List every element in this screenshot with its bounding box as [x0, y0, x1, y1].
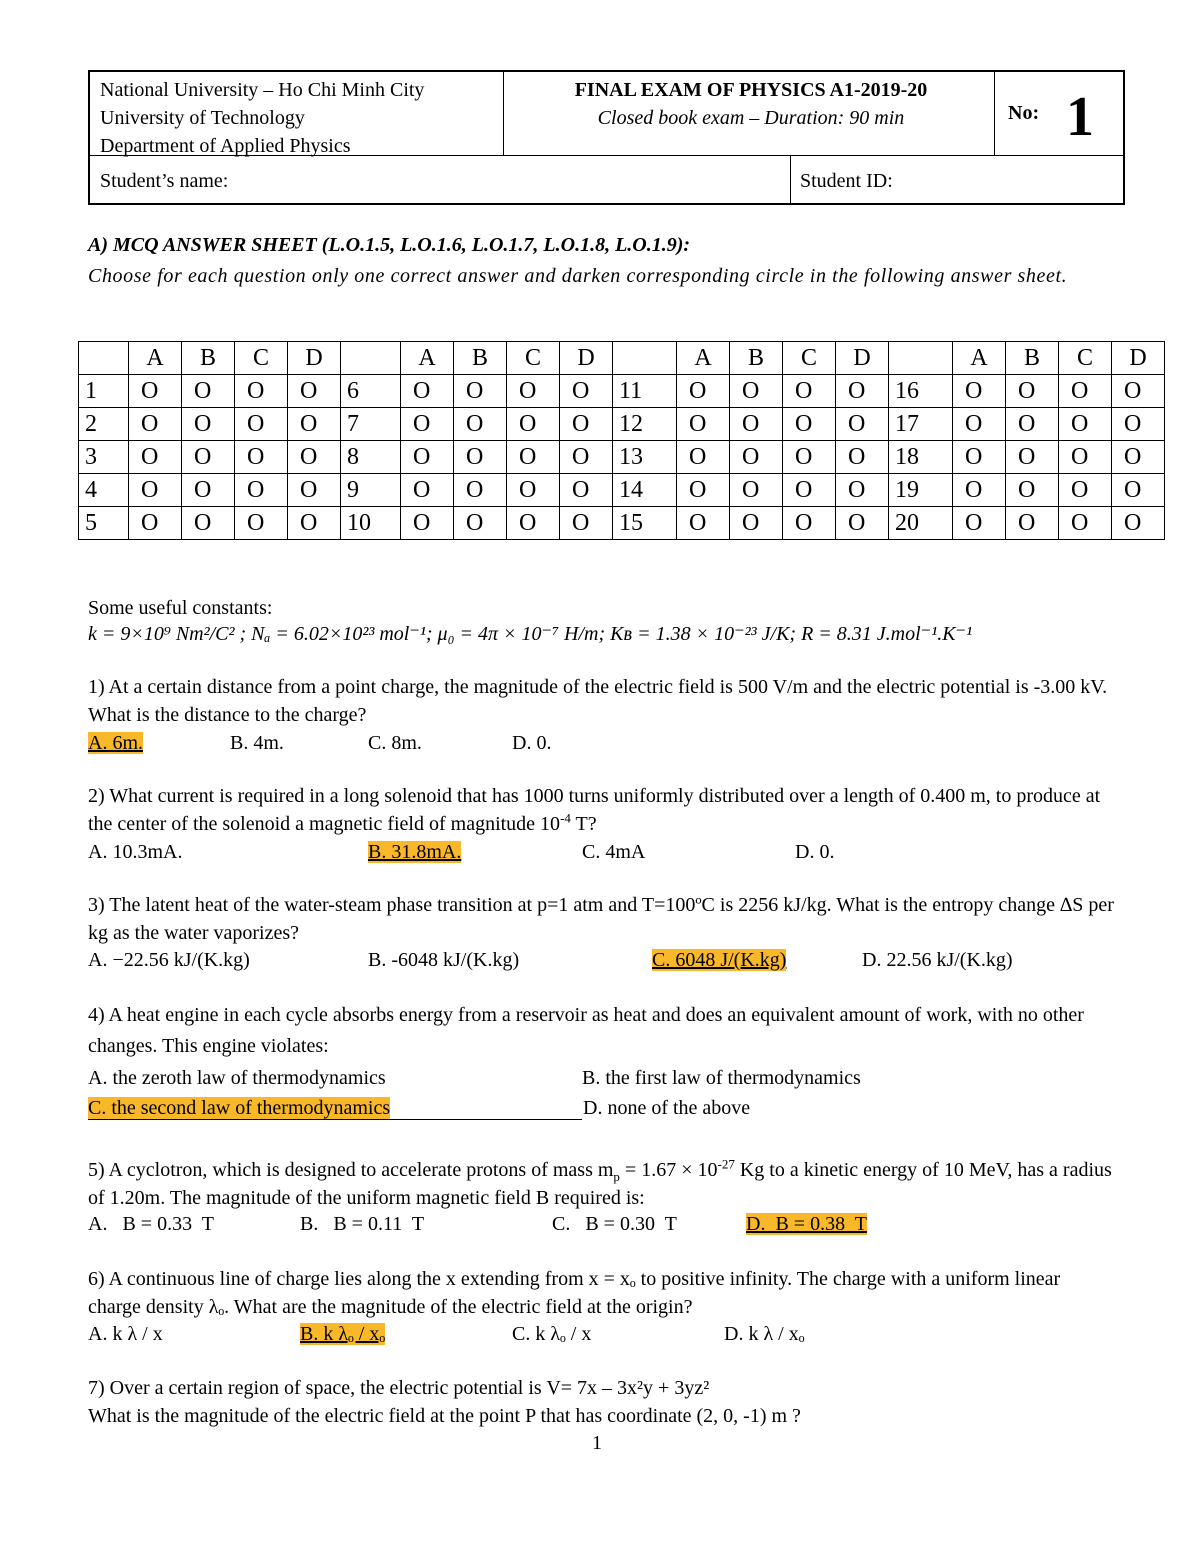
answer-circle-q16-b[interactable]: O — [1006, 375, 1059, 408]
question-7-text: 7) Over a certain region of space, the electric potential is V= 7x – 3x²y + 3yz² — [88, 1377, 710, 1399]
choice-header-d: D — [836, 342, 889, 375]
student-name-field[interactable]: Student’s name: — [100, 170, 229, 192]
answer-circle-q18-d[interactable]: O — [1112, 441, 1165, 474]
answer-circle-q9-d[interactable]: O — [560, 474, 613, 507]
answer-circle-q12-d[interactable]: O — [836, 408, 889, 441]
question-1-text: 1) At a certain distance from a point charge, the magnitude of the electric field is 500 V/m and the electric potential is -3.00 kV. What is the distance to the charge? — [88, 676, 1108, 726]
question-number-cell: 7 — [341, 408, 401, 441]
student-id-field[interactable]: Student ID: — [800, 170, 893, 192]
answer-circle-q1-a[interactable]: O — [129, 375, 182, 408]
q2-option-d[interactable]: D. 0. — [795, 841, 835, 863]
answer-circle-q11-c[interactable]: O — [783, 375, 836, 408]
exam-subtitle: Closed book exam – Duration: 90 min — [597, 107, 905, 129]
answer-circle-q8-a[interactable]: O — [401, 441, 454, 474]
choice-header-b: B — [454, 342, 507, 375]
choice-header-a: A — [953, 342, 1006, 375]
answer-circle-q14-b[interactable]: O — [730, 474, 783, 507]
q5-option-a[interactable]: A. B = 0.33 T — [88, 1213, 214, 1235]
answer-circle-q1-d[interactable]: O — [288, 375, 341, 408]
choice-header-a: A — [129, 342, 182, 375]
q5-option-d[interactable] — [746, 1210, 867, 1238]
question-number-cell: 6 — [341, 375, 401, 408]
answer-circle-q3-b[interactable]: O — [182, 441, 235, 474]
q2-option-b-label: B. 31.8mA. — [368, 841, 462, 863]
q1-option-d[interactable]: D. 0. — [512, 732, 552, 754]
constants-line: k = 9×10⁹ Nm²/C² ; Nₐ = 6.02×10²³ mol⁻¹; μ₀ = 4π × 10⁻⁷ H/m; Kʙ = 1.38 × 10⁻²³ J/K; R = 8.31 J.mol⁻¹.K⁻¹ — [88, 623, 973, 645]
answer-circle-q7-b[interactable]: O — [454, 408, 507, 441]
q4-option-c-label: C. the second law of thermodynamics — [88, 1097, 391, 1119]
question-number-cell: 4 — [79, 474, 129, 507]
q6-option-b-label: B. k λₒ / xₒ — [300, 1323, 386, 1345]
answer-circle-q17-c[interactable]: O — [1059, 408, 1112, 441]
answer-circle-q16-c[interactable]: O — [1059, 375, 1112, 408]
answer-sheet-corner-cell — [341, 342, 401, 375]
q2-text-post: T? — [570, 813, 597, 835]
answer-circle-q4-a[interactable]: O — [129, 474, 182, 507]
answer-circle-q17-b[interactable]: O — [1006, 408, 1059, 441]
q4-option-a[interactable]: A. the zeroth law of thermodynamics — [88, 1067, 386, 1089]
answer-circle-q17-a[interactable]: O — [953, 408, 1006, 441]
answer-circle-q6-c[interactable]: O — [507, 375, 560, 408]
answer-circle-q19-d[interactable]: O — [1112, 474, 1165, 507]
answer-sheet-corner-cell — [889, 342, 953, 375]
answer-circle-q20-d[interactable]: O — [1112, 507, 1165, 540]
q3-option-c[interactable] — [652, 946, 786, 974]
answer-circle-q4-c[interactable]: O — [235, 474, 288, 507]
mcq-instruction: Choose for each question only one correct answer and darken corresponding circle in the following answer sheet. — [88, 265, 1068, 287]
answer-circle-q12-b[interactable]: O — [730, 408, 783, 441]
answer-sheet-corner-cell — [613, 342, 677, 375]
header-divider — [790, 155, 791, 203]
exam-header — [88, 70, 1125, 205]
q3-option-d[interactable]: D. 22.56 kJ/(K.kg) — [862, 949, 1013, 971]
answer-circle-q2-c[interactable]: O — [235, 408, 288, 441]
answer-circle-q16-a[interactable]: O — [953, 375, 1006, 408]
answer-circle-q7-c[interactable]: O — [507, 408, 560, 441]
question-number-cell: 9 — [341, 474, 401, 507]
answer-sheet-corner-cell — [79, 342, 129, 375]
exam-number-label: No: — [1008, 102, 1040, 124]
question-number-cell: 3 — [79, 441, 129, 474]
answer-circle-q2-b[interactable]: O — [182, 408, 235, 441]
answer-sheet-header-row — [79, 342, 1165, 375]
question-7-subtext: What is the magnitude of the electric field at the point P that has coordinate (2, 0, -1) m ? — [88, 1405, 801, 1427]
answer-circle-q14-a[interactable]: O — [677, 474, 730, 507]
university-line: University of Technology — [100, 107, 305, 129]
question-number-cell: 20 — [889, 507, 953, 540]
q6-option-c[interactable]: C. k λₒ / x — [512, 1323, 592, 1345]
q2-option-a[interactable]: A. 10.3mA. — [88, 841, 183, 863]
q5-text-post: Kg to a kinetic energy of 10 MeV, has a radius of 1.20m. The magnitude of the uniform magnetic field B required is: — [88, 1159, 1112, 1209]
q3-option-a[interactable]: A. −22.56 kJ/(K.kg) — [88, 949, 250, 971]
answer-circle-q3-a[interactable]: O — [129, 441, 182, 474]
exam-number-value: 1 — [1066, 86, 1094, 148]
choice-header-b: B — [1006, 342, 1059, 375]
university-info — [100, 76, 424, 160]
q2-text-pre: 2) What current is required in a long solenoid that has 1000 turns uniformly distributed over a length of 0.400 m, to produce at the center of the solenoid a magnetic field of magnitude 10 — [88, 785, 1101, 835]
answer-circle-q3-c[interactable]: O — [235, 441, 288, 474]
answer-circle-q10-d[interactable]: O — [560, 507, 613, 540]
answer-circle-q17-d[interactable]: O — [1112, 408, 1165, 441]
answer-circle-q19-b[interactable]: O — [1006, 474, 1059, 507]
question-number-cell: 18 — [889, 441, 953, 474]
q3-option-b[interactable]: B. -6048 kJ/(K.kg) — [368, 949, 520, 971]
answer-circle-q14-d[interactable]: O — [836, 474, 889, 507]
answer-circle-q18-c[interactable]: O — [1059, 441, 1112, 474]
choice-header-c: C — [235, 342, 288, 375]
q1-option-b[interactable]: B. 4m. — [230, 732, 284, 754]
choice-header-a: A — [401, 342, 454, 375]
answer-circle-q19-a[interactable]: O — [953, 474, 1006, 507]
answer-circle-q6-b[interactable]: O — [454, 375, 507, 408]
q5-option-b[interactable]: B. B = 0.11 T — [300, 1213, 425, 1235]
answer-circle-q9-a[interactable]: O — [401, 474, 454, 507]
question-number-cell: 14 — [613, 474, 677, 507]
answer-circle-q2-a[interactable]: O — [129, 408, 182, 441]
question-5-text — [88, 1156, 1118, 1212]
question-number-cell: 2 — [79, 408, 129, 441]
answer-circle-q10-c[interactable]: O — [507, 507, 560, 540]
q1-option-c[interactable]: C. 8m. — [368, 732, 422, 754]
q5-exponent: -27 — [717, 1156, 735, 1172]
q4-option-b[interactable]: B. the first law of thermodynamics — [582, 1067, 861, 1089]
choice-header-d: D — [1112, 342, 1165, 375]
question-6-text: 6) A continuous line of charge lies along the x extending from x = xₒ to positive infinity. The charge with a uniform linear charge density λₒ. What are the magnitude of the electric field at the origin? — [88, 1268, 1061, 1318]
answer-circle-q13-c[interactable]: O — [783, 441, 836, 474]
q6-option-a[interactable]: A. k λ / x — [88, 1323, 163, 1345]
choice-header-d: D — [560, 342, 613, 375]
answer-circle-q9-c[interactable]: O — [507, 474, 560, 507]
q6-option-d[interactable]: D. k λ / xₒ — [724, 1323, 805, 1345]
header-divider — [503, 72, 504, 155]
answer-circle-q13-d[interactable]: O — [836, 441, 889, 474]
answer-circle-q5-a[interactable]: O — [129, 507, 182, 540]
constants-label: Some useful constants: — [88, 597, 273, 619]
answer-circle-q15-c[interactable]: O — [783, 507, 836, 540]
answer-circle-q8-c[interactable]: O — [507, 441, 560, 474]
answer-circle-q8-b[interactable]: O — [454, 441, 507, 474]
question-2-text — [88, 782, 1118, 838]
answer-circle-q9-b[interactable]: O — [454, 474, 507, 507]
answer-circle-q11-a[interactable]: O — [677, 375, 730, 408]
q4-option-c[interactable] — [88, 1094, 582, 1120]
answer-circle-q14-c[interactable]: O — [783, 474, 836, 507]
answer-circle-q6-a[interactable]: O — [401, 375, 454, 408]
q6-option-b[interactable] — [300, 1320, 385, 1348]
question-number-cell: 8 — [341, 441, 401, 474]
answer-circle-q8-d[interactable]: O — [560, 441, 613, 474]
question-3-text: 3) The latent heat of the water-steam phase transition at p=1 atm and T=100ºC is 2256 kJ/kg. What is the entropy change ∆S per kg as the water vaporizes? — [88, 894, 1114, 944]
q1-option-a[interactable] — [88, 729, 143, 757]
answer-circle-q15-b[interactable]: O — [730, 507, 783, 540]
answer-circle-q18-b[interactable]: O — [1006, 441, 1059, 474]
answer-circle-q15-a[interactable]: O — [677, 507, 730, 540]
answer-circle-q12-c[interactable]: O — [783, 408, 836, 441]
q2-option-b[interactable] — [368, 838, 461, 866]
question-number-cell: 16 — [889, 375, 953, 408]
answer-sheet-row — [79, 375, 1165, 408]
answer-sheet-table — [78, 341, 1165, 540]
answer-sheet-row — [79, 441, 1165, 474]
answer-circle-q20-a[interactable]: O — [953, 507, 1006, 540]
q4-option-d[interactable]: D. none of the above — [583, 1097, 751, 1119]
university-line: National University – Ho Chi Minh City — [100, 79, 425, 101]
question-number-cell: 5 — [79, 507, 129, 540]
answer-circle-q5-c[interactable]: O — [235, 507, 288, 540]
answer-circle-q18-a[interactable]: O — [953, 441, 1006, 474]
choice-header-c: C — [507, 342, 560, 375]
question-number-cell: 15 — [613, 507, 677, 540]
answer-sheet-row — [79, 474, 1165, 507]
q1-option-a-label: A. 6m. — [88, 732, 143, 754]
answer-circle-q13-b[interactable]: O — [730, 441, 783, 474]
question-number-cell: 12 — [613, 408, 677, 441]
answer-circle-q6-d[interactable]: O — [560, 375, 613, 408]
answer-circle-q20-c[interactable]: O — [1059, 507, 1112, 540]
answer-circle-q11-d[interactable]: O — [836, 375, 889, 408]
q5-text-pre: 5) A cyclotron, which is designed to accelerate protons of mass m — [88, 1159, 614, 1181]
answer-circle-q10-a[interactable]: O — [401, 507, 454, 540]
answer-circle-q15-d[interactable]: O — [836, 507, 889, 540]
answer-circle-q20-b[interactable]: O — [1006, 507, 1059, 540]
choice-header-b: B — [182, 342, 235, 375]
q2-option-c[interactable]: C. 4mA — [582, 841, 646, 863]
answer-circle-q4-b[interactable]: O — [182, 474, 235, 507]
question-number-cell: 1 — [79, 375, 129, 408]
choice-header-d: D — [288, 342, 341, 375]
department-line: Department of Applied Physics — [100, 135, 351, 157]
choice-header-b: B — [730, 342, 783, 375]
answer-circle-q7-d[interactable]: O — [560, 408, 613, 441]
q3-option-c-label: C. 6048 J/(K.kg) — [652, 949, 787, 971]
answer-circle-q5-d[interactable]: O — [288, 507, 341, 540]
answer-circle-q3-d[interactable]: O — [288, 441, 341, 474]
answer-circle-q5-b[interactable]: O — [182, 507, 235, 540]
question-number-cell: 17 — [889, 408, 953, 441]
choice-header-a: A — [677, 342, 730, 375]
answer-circle-q12-a[interactable]: O — [677, 408, 730, 441]
question-number-cell: 11 — [613, 375, 677, 408]
answer-circle-q2-d[interactable]: O — [288, 408, 341, 441]
answer-circle-q11-b[interactable]: O — [730, 375, 783, 408]
answer-circle-q1-b[interactable]: O — [182, 375, 235, 408]
q5-option-c[interactable]: C. B = 0.30 T — [552, 1213, 677, 1235]
answer-circle-q4-d[interactable]: O — [288, 474, 341, 507]
choice-header-c: C — [1059, 342, 1112, 375]
answer-sheet-row — [79, 507, 1165, 540]
answer-circle-q19-c[interactable]: O — [1059, 474, 1112, 507]
answer-circle-q7-a[interactable]: O — [401, 408, 454, 441]
choice-header-c: C — [783, 342, 836, 375]
question-number-cell: 19 — [889, 474, 953, 507]
answer-circle-q10-b[interactable]: O — [454, 507, 507, 540]
question-4-text: 4) A heat engine in each cycle absorbs energy from a reservoir as heat and does an equivalent amount of work, with no other changes. This engine violates: — [88, 1004, 1084, 1057]
exam-title: FINAL EXAM OF PHYSICS A1-2019-20 — [574, 79, 928, 101]
mcq-section-title: A) MCQ ANSWER SHEET (L.O.1.5, L.O.1.6, L.O.1.7, L.O.1.8, L.O.1.9): — [88, 234, 691, 256]
question-number-cell: 13 — [613, 441, 677, 474]
answer-circle-q16-d[interactable]: O — [1112, 375, 1165, 408]
q5-text-mid: = 1.67 × 10 — [619, 1159, 718, 1181]
answer-circle-q13-a[interactable]: O — [677, 441, 730, 474]
answer-sheet-row — [79, 408, 1165, 441]
page-number: 1 — [592, 1432, 602, 1454]
q2-exponent: -4 — [560, 810, 571, 826]
answer-circle-q1-c[interactable]: O — [235, 375, 288, 408]
q5-option-d-label: D. B = 0.38 T — [746, 1213, 867, 1235]
question-number-cell: 10 — [341, 507, 401, 540]
q5-subscript: p — [613, 1169, 620, 1184]
